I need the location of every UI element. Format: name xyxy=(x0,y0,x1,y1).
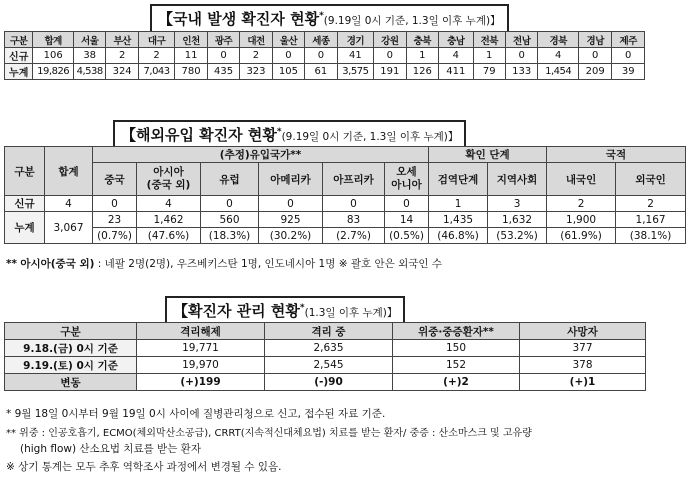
header-america: 아메리카 xyxy=(259,163,323,196)
table-cell: (18.3%) xyxy=(201,228,259,244)
table-cell: 79 xyxy=(473,64,505,80)
table-cell: 1,900 xyxy=(547,212,616,228)
management-header-row xyxy=(5,323,646,340)
overseas-new-row xyxy=(5,196,686,212)
table-cell: 11 xyxy=(175,48,207,64)
table-cell: 435 xyxy=(207,64,239,80)
header-cell: 서울 xyxy=(73,32,105,48)
header-cell: 인천 xyxy=(175,32,207,48)
table-cell: (2.7%) xyxy=(323,228,385,244)
header-cell: 위중·중증환자** xyxy=(393,323,520,340)
overseas-title: 【해외유입 확진자 현황*(9.19일 0시 기준, 1.3일 이후 누계)】 xyxy=(113,120,466,149)
table-cell: 560 xyxy=(201,212,259,228)
table-cell: 0 xyxy=(323,196,385,212)
table-cell: 150 xyxy=(393,340,520,357)
table-cell: 106 xyxy=(33,48,74,64)
header-cell: 합계 xyxy=(33,32,74,48)
table-cell: 377 xyxy=(520,340,646,357)
header-cell: 구분 xyxy=(5,32,33,48)
asia-note-label: 아시아(중국 외) xyxy=(20,258,95,270)
table-cell: 14 xyxy=(385,212,429,228)
table-cell: (53.2%) xyxy=(488,228,547,244)
table-cell: 0 xyxy=(201,196,259,212)
overseas-table xyxy=(4,146,686,244)
table-cell: 0 xyxy=(272,48,304,64)
table-cell: 2 xyxy=(240,48,272,64)
header-asia-line1: 아시아 xyxy=(153,166,184,178)
header-cell: 전북 xyxy=(473,32,505,48)
table-cell: 41 xyxy=(337,48,374,64)
table-cell: (+)2 xyxy=(393,374,520,391)
table-cell: 1,454 xyxy=(538,64,579,80)
table-cell: (38.1%) xyxy=(616,228,686,244)
header-cell: 격리해제 xyxy=(137,323,265,340)
header-cell: 충남 xyxy=(439,32,473,48)
domestic-header-row xyxy=(5,32,645,48)
table-cell: 378 xyxy=(520,357,646,374)
table-cell: 4 xyxy=(45,196,93,212)
header-europe: 유럽 xyxy=(201,163,259,196)
table-cell: 152 xyxy=(393,357,520,374)
domestic-title: 【국내 발생 확진자 현황*(9.19일 0시 기준, 1.3일 이후 누계)】 xyxy=(150,4,509,33)
footnote: ※ 상기 통계는 모두 추후 역학조사 과정에서 변경될 수 있음. xyxy=(6,461,282,473)
header-gubun: 구분 xyxy=(5,147,45,196)
table-cell: 0 xyxy=(93,196,137,212)
table-cell: 126 xyxy=(406,64,438,80)
table-cell: (46.8%) xyxy=(429,228,488,244)
domestic-new-row xyxy=(5,48,645,64)
table-cell: 209 xyxy=(578,64,611,80)
row-label: 누계 xyxy=(5,64,33,80)
header-cell: 광주 xyxy=(207,32,239,48)
table-cell: 0 xyxy=(374,48,406,64)
table-cell: 2,545 xyxy=(265,357,393,374)
table-cell: (+)199 xyxy=(137,374,265,391)
table-cell: 2 xyxy=(138,48,175,64)
table-cell: 411 xyxy=(439,64,473,80)
header-cell: 전남 xyxy=(505,32,537,48)
table-cell: 780 xyxy=(175,64,207,80)
table-cell: 1 xyxy=(429,196,488,212)
table-cell: 1,632 xyxy=(488,212,547,228)
table-cell: 1 xyxy=(406,48,438,64)
table-cell: 19,826 xyxy=(33,64,74,80)
footnote: * 9월 18일 0시부터 9월 19일 0시 사이에 질병관리청으로 신고, 접수된 자료 기준. xyxy=(6,408,386,420)
table-cell: (30.2%) xyxy=(259,228,323,244)
table-cell: 0 xyxy=(305,48,337,64)
header-group-nation: 국적 xyxy=(547,147,686,163)
header-cell: 대전 xyxy=(240,32,272,48)
table-cell: 4 xyxy=(538,48,579,64)
header-asia-line2: (중국 외) xyxy=(146,179,191,191)
table-cell: 105 xyxy=(272,64,304,80)
table-cell: 2 xyxy=(616,196,686,212)
table-cell: (61.9%) xyxy=(547,228,616,244)
header-oceania-line1: 오세 xyxy=(396,166,417,178)
row-label: 신규 xyxy=(5,48,33,64)
asia-note-text: : 네팔 2명(2명), 우즈베키스탄 1명, 인도네시아 1명 ※ 괄호 안은 외국인 수 xyxy=(97,258,443,270)
header-africa: 아프리카 xyxy=(323,163,385,196)
header-cell: 제주 xyxy=(612,32,645,48)
domestic-table xyxy=(4,31,645,80)
table-cell: 1,167 xyxy=(616,212,686,228)
footnote: (high flow) 산소요법 치료를 받는 환자 xyxy=(20,443,201,455)
row-label: 신규 xyxy=(5,196,45,212)
table-cell: 0 xyxy=(578,48,611,64)
domestic-cum-row xyxy=(5,64,645,80)
table-cell: 323 xyxy=(240,64,272,80)
header-quarantine: 검역단계 xyxy=(429,163,488,196)
header-oceania-line2: 아니아 xyxy=(391,179,422,191)
table-cell: 2,635 xyxy=(265,340,393,357)
table-cell: 23 xyxy=(93,212,137,228)
header-cell: 경북 xyxy=(538,32,579,48)
table-cell: 3 xyxy=(488,196,547,212)
table-cell: (0.7%) xyxy=(93,228,137,244)
management-row xyxy=(5,340,646,357)
header-cell: 경기 xyxy=(337,32,374,48)
header-cell: 구분 xyxy=(5,323,137,340)
table-cell: 925 xyxy=(259,212,323,228)
table-cell: 133 xyxy=(505,64,537,80)
table-cell: (+)1 xyxy=(520,374,646,391)
header-cell: 강원 xyxy=(374,32,406,48)
header-china: 중국 xyxy=(93,163,137,196)
management-change-row xyxy=(5,374,646,391)
table-cell: 39 xyxy=(612,64,645,80)
header-foreign: 외국인 xyxy=(616,163,686,196)
table-cell: 1 xyxy=(473,48,505,64)
table-cell: 3,575 xyxy=(337,64,374,80)
management-row xyxy=(5,357,646,374)
table-cell: 2 xyxy=(106,48,138,64)
table-cell: 19,970 xyxy=(137,357,265,374)
row-label: 9.19.(토) 0시 기준 xyxy=(5,357,137,374)
footnote: ** 위중 : 인공호흡기, ECMO(체외막산소공급), CRRT(지속적신대체요법) 치료를 받는 환자/ 중증 : 산소마스크 및 고유량 xyxy=(6,428,532,439)
table-cell: 7,043 xyxy=(138,64,175,80)
table-cell: 191 xyxy=(374,64,406,80)
table-cell: 1,435 xyxy=(429,212,488,228)
header-korean: 내국인 xyxy=(547,163,616,196)
overseas-pct-row xyxy=(5,228,686,244)
header-cell: 대구 xyxy=(138,32,175,48)
table-cell: 2 xyxy=(547,196,616,212)
table-cell: (-)90 xyxy=(265,374,393,391)
table-cell: 4,538 xyxy=(73,64,105,80)
table-cell: 61 xyxy=(305,64,337,80)
table-cell: 1,462 xyxy=(137,212,201,228)
overseas-cum-row xyxy=(5,212,686,228)
header-cell: 부산 xyxy=(106,32,138,48)
table-cell: 0 xyxy=(505,48,537,64)
header-community: 지역사회 xyxy=(488,163,547,196)
row-label: 9.18.(금) 0시 기준 xyxy=(5,340,137,357)
management-table xyxy=(4,322,646,391)
asia-note-marker: ** xyxy=(6,258,17,270)
asia-note xyxy=(6,256,442,271)
table-cell: 0 xyxy=(385,196,429,212)
table-cell: 324 xyxy=(106,64,138,80)
table-cell: 0 xyxy=(259,196,323,212)
table-cell: (0.5%) xyxy=(385,228,429,244)
table-cell: 0 xyxy=(207,48,239,64)
table-cell: 4 xyxy=(137,196,201,212)
header-group-confirm: 확인 단계 xyxy=(429,147,547,163)
table-cell: 3,067 xyxy=(45,212,93,244)
header-group-country: (추정)유입국가** xyxy=(93,147,429,163)
row-label: 변동 xyxy=(5,374,137,391)
header-oceania xyxy=(385,163,429,196)
table-cell: (47.6%) xyxy=(137,228,201,244)
header-total: 합계 xyxy=(45,147,93,196)
header-asia xyxy=(137,163,201,196)
header-cell: 사망자 xyxy=(520,323,646,340)
management-title: 【확진자 관리 현황*(1.3일 이후 누계)】 xyxy=(165,296,405,325)
header-cell: 경남 xyxy=(578,32,611,48)
row-label: 누계 xyxy=(5,212,45,244)
table-cell: 0 xyxy=(612,48,645,64)
header-cell: 충북 xyxy=(406,32,438,48)
table-cell: 4 xyxy=(439,48,473,64)
table-cell: 19,771 xyxy=(137,340,265,357)
header-cell: 울산 xyxy=(272,32,304,48)
table-cell: 83 xyxy=(323,212,385,228)
table-cell: 38 xyxy=(73,48,105,64)
header-cell: 세종 xyxy=(305,32,337,48)
header-cell: 격리 중 xyxy=(265,323,393,340)
